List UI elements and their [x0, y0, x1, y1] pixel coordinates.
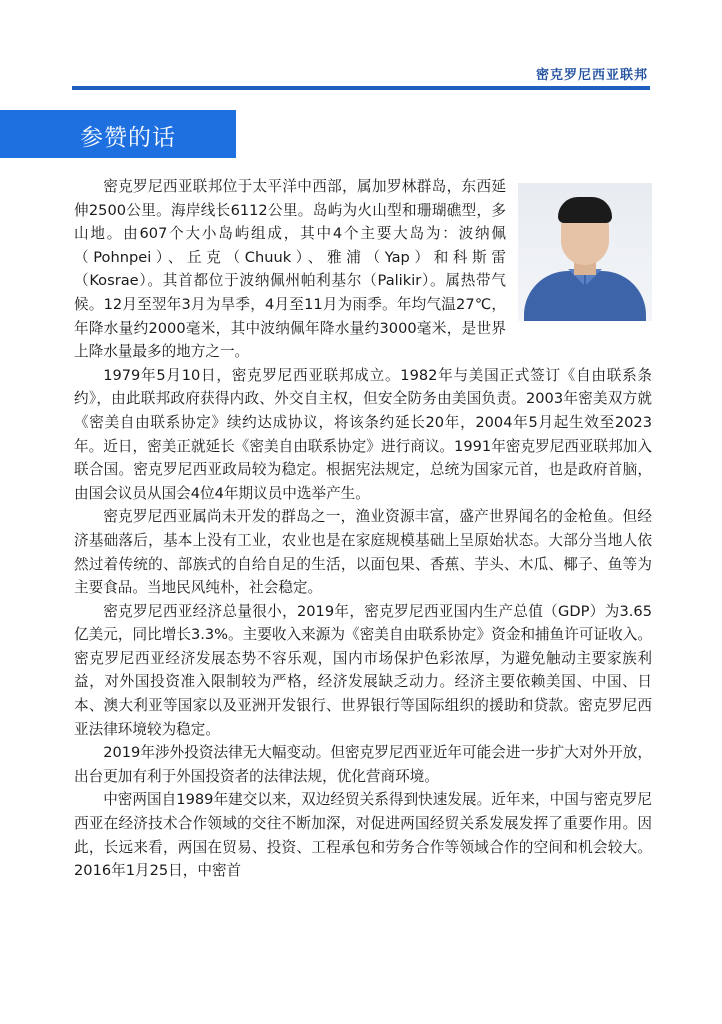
- photo-hair: [558, 197, 612, 223]
- photo-shirt: [524, 271, 646, 321]
- counselor-photo: [518, 183, 652, 321]
- header-divider: [72, 86, 650, 90]
- paragraph-economy: 密克罗尼西亚经济总量很小，2019年，密克罗尼西亚国内生产总值（GDP）为3.65亿美元，同比增长3.3%。主要收入来源为《密美自由联系协定》资金和捕鱼许可证收入。密克罗尼西亚经济发展态势不容乐观，国内市场保护色彩浓厚，为避免触动主要家族利益，对外国投资准入限制较为严格，经济发展缺乏动力。经济主要依赖美国、中国、日本、澳大利亚等国家以及亚洲开发银行、世界银行等国际组织的援助和贷款。密克罗尼西亚法律环境较为稳定。: [74, 602, 652, 738]
- running-header-title: 密克罗尼西亚联邦: [535, 68, 648, 83]
- paragraph-resources: 密克罗尼西亚属尚未开发的群岛之一，渔业资源丰富，盛产世界闻名的金枪鱼。但经济基础落后，基本上没有工业，农业也是在家庭规模基础上呈原始状态。大部分当地人依然过着传统的、部族式的自给自足的生活，以面包果、香蕉、芋头、木瓜、椰子、鱼等为主要食品。当地民风纯朴，社会稳定。: [74, 508, 652, 597]
- section-banner: [0, 110, 236, 158]
- section-title: 参赞的话: [80, 125, 176, 151]
- paragraph-bilateral: 中密两国自1989年建交以来，双边经贸关系得到快速发展。近年来，中国与密克罗尼西亚在经济技术合作领域的交往不断加深，对促进两国经贸关系发展发挥了重要作用。因此，长远来看，两国在贸易、投资、工程承包和劳务合作等领域合作的空间和机会较大。2016年1月25日，中密首: [74, 791, 652, 880]
- paragraph-history: 1979年5月10日，密克罗尼西亚联邦成立。1982年与美国正式签订《自由联系条约》，由此联邦政府获得内政、外交自主权，但安全防务由美国负责。2003年密美双方就《密美自由联系协定》续约达成协议，将该条约延长20年，2004年5月起生效至2023年。近日，密美正就延长《密美自由联系协定》进行商议。1991年密克罗尼西亚联邦加入联合国。密克罗尼西亚政局较为稳定。根据宪法规定，总统为国家元首，也是政府首脑，由国会议员从国会4位4年期议员中选举产生。: [74, 366, 652, 502]
- article-body: [74, 175, 652, 883]
- paragraph-geography: 密克罗尼西亚联邦位于太平洋中西部，属加罗林群岛，东西延伸2500公里。海岸线长6112公里。岛屿为火山型和珊瑚礁型，多山地。由607个大小岛屿组成，其中4个主要大岛为：波纳佩（Pohnpei）、丘克（Chuuk）、雅浦（Yap）和科斯雷（Kosrae）。其首都位于波纳佩州帕利基尔（Palikir）。属热带气候。12月至翌年3月为旱季，4月至11月为雨季。年均气温27℃，年降水量约2000毫米，其中波纳佩年降水量约3000毫米，是世界上降水量最多的地方之一。: [74, 178, 506, 361]
- paragraph-investment-law: 2019年涉外投资法律无大幅变动。但密克罗尼西亚近年可能会进一步扩大对外开放，出台更加有利于外国投资者的法律法规，优化营商环境。: [74, 744, 652, 785]
